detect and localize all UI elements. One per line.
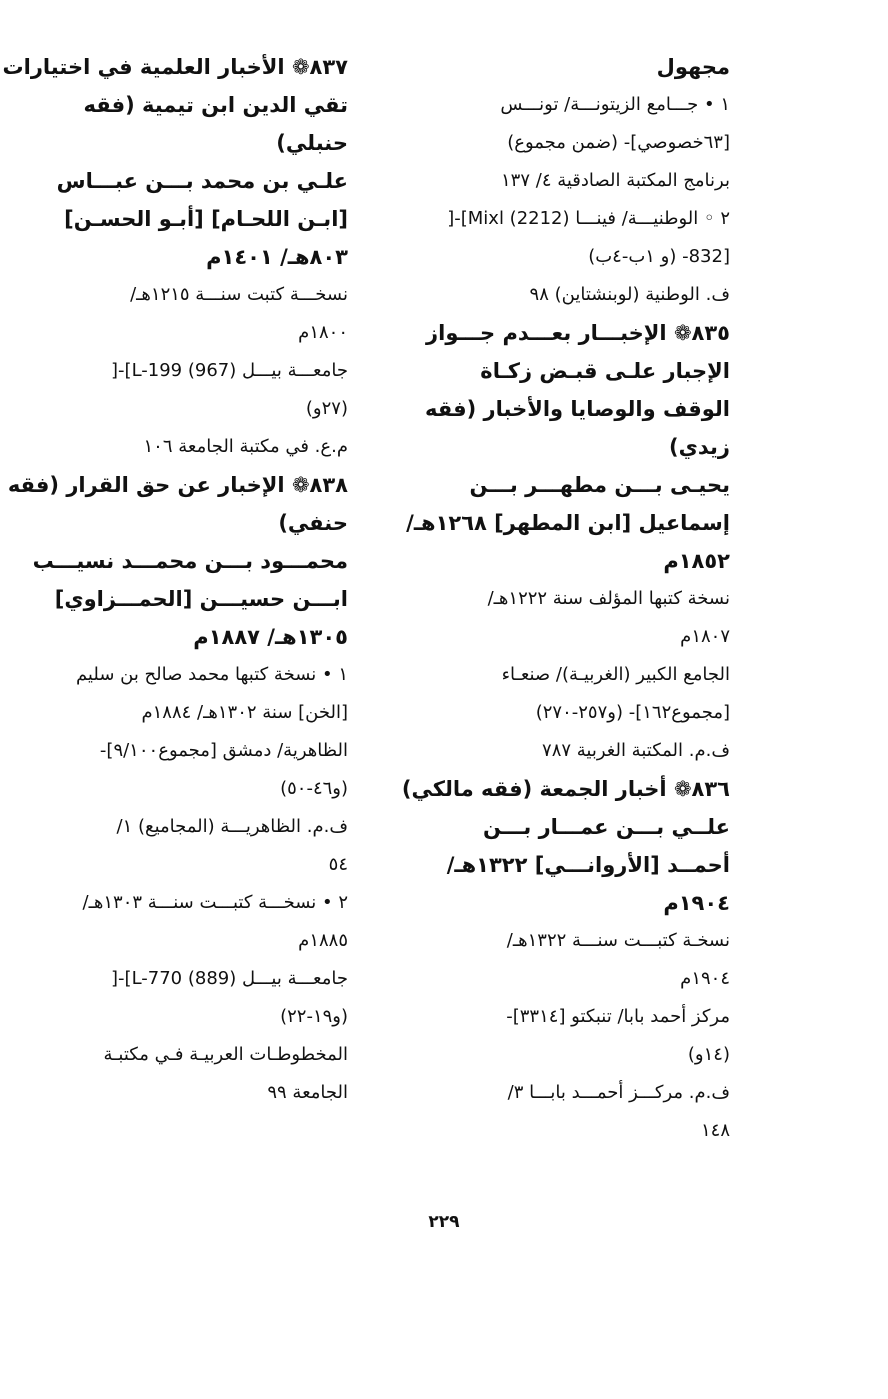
text-line: [ابـن اللحـام] [أبـو الحسـن] [64, 207, 348, 231]
text-line: ١٨٠٧م [680, 626, 730, 647]
text-line: الوقف والوصايا والأخبار (فقه [425, 397, 730, 421]
text-line: مركز أحمد بابا/ تنبكتو [٣٣١٤]- [506, 1006, 730, 1027]
text-line: ١٨٠٠م [298, 322, 348, 343]
text-line: ١٨٥٢م [663, 549, 730, 573]
text-line: ف.م. المكتبة الغربية ٧٨٧ [542, 740, 730, 761]
text-line: ف.م. مركـــز أحمـــد بابـــا ٣/ [507, 1082, 730, 1103]
text-line: ٨٣٥❁ الإخبـــار بعـــدم جـــواز [426, 321, 730, 345]
text-line: ف.م. الظاهريـــة (المجاميع) ١/ [116, 816, 348, 837]
text-line: م.ع. في مكتبة الجامعة ١٠٦ [143, 436, 348, 457]
text-line: ١٤٨ [700, 1120, 730, 1141]
text-line: (١٤و) [687, 1044, 730, 1065]
text-line: علـي بن محمد بـــن عبـــاس [56, 169, 348, 193]
text-line: ٨٠٣هـ/ ١٤٠١م [206, 245, 348, 269]
text-line: ١ • نسخة كتبها محمد صالح بن سليم [75, 664, 348, 685]
text-line: مجهول [656, 55, 730, 79]
text-line: [٦٣خصوصي]- (ضمن مجموع) [507, 132, 730, 153]
page-number: ٢٢٩ [428, 1212, 460, 1232]
text-line: [الخن] سنة ١٣٠٢هـ/ ١٨٨٤م [141, 702, 348, 723]
text-line: نسخـة كتبـــت سنـــة ١٣٢٢هـ/ [506, 930, 730, 951]
text-line: ١ • جـــامع الزيتونـــة/ تونـــس [500, 94, 730, 115]
text-line: الجامع الكبير (الغربيـة)/ صنعـاء [501, 664, 730, 685]
text-line: حنفي) [278, 511, 348, 535]
text-line: المخطوطـات العربيـة فـي مكتبـة [103, 1044, 348, 1065]
text-line: ١٩٠٤م [680, 968, 730, 989]
text-line: ٥٤ [328, 854, 348, 875]
text-line: علــي بـــن عمـــار بـــن [482, 815, 730, 839]
text-line: ٨٣٨❁ الإخبار عن حق القرار (فقه [7, 473, 348, 497]
text-line: نسخة كتبها المؤلف سنة ١٢٢٢هـ/ [487, 588, 730, 609]
text-line: ٢ ◦ الوطنيـــة/ فينـــا Mixl (2212)]-[ [447, 208, 730, 229]
text-line: ١٩٠٤م [663, 891, 730, 915]
text-line: محمـــود بـــن محمـــد نسيـــب [32, 549, 348, 573]
text-line: ف. الوطنية (لوبنشتاين) ٩٨ [529, 284, 730, 305]
text-line: [832- (و ١ب-٤ب) [588, 246, 730, 267]
text-line: زيدي) [669, 435, 730, 459]
text-line: يحيـى بـــن مطهـــر بـــن [469, 473, 730, 497]
text-line: ١٨٨٥م [298, 930, 348, 951]
text-line: برنامج المكتبة الصادقية ٤/ ١٣٧ [501, 170, 730, 191]
text-line: إسماعيل [ابن المطهر] ١٢٦٨هـ/ [406, 511, 730, 535]
text-line: الظاهرية/ دمشق [مجموع٩/١٠٠]- [99, 740, 348, 761]
text-line: جامعـــة بيـــل L-199 (967)]-[ [111, 360, 348, 381]
text-line: (٢٧و) [305, 398, 348, 419]
text-line: حنبلي) [276, 131, 348, 155]
text-line: ١٣٠٥هـ/ ١٨٨٧م [193, 625, 348, 649]
text-line: ٢ • نسخـــة كتبـــت سنـــة ١٣٠٣هـ/ [82, 892, 348, 913]
text-line: [مجموع١٦٢]- (و٢٥٧-٢٧٠) [535, 702, 730, 723]
text-line: (و٤٦-٥٠) [280, 778, 348, 799]
text-line: ابـــن حسيـــن [الحمـــزاوي] [54, 587, 348, 611]
text-line: نسخـــة كتبت سنـــة ١٢١٥هـ/ [130, 284, 348, 305]
text-line: (و١٩-٢٢) [280, 1006, 348, 1027]
text-line: ٨٣٧❁ الأخبار العلمية في اختيارات [2, 55, 348, 79]
text-line: أحمــد [الأروانـــي] ١٣٢٢هـ/ [446, 853, 730, 877]
text-line: جامعـــة بيـــل L-770 (889)]-[ [111, 968, 348, 989]
right-column [395, 48, 730, 1150]
text-line: الجامعة ٩٩ [267, 1082, 348, 1103]
text-line: تقي الدين ابن تيمية (فقه [83, 93, 348, 117]
text-line: ٨٣٦❁ أخبار الجمعة (فقه مالكي) [401, 777, 730, 801]
left-column [2, 48, 348, 1112]
text-line: الإجبار علـى قبـض زكـاة [480, 359, 730, 383]
